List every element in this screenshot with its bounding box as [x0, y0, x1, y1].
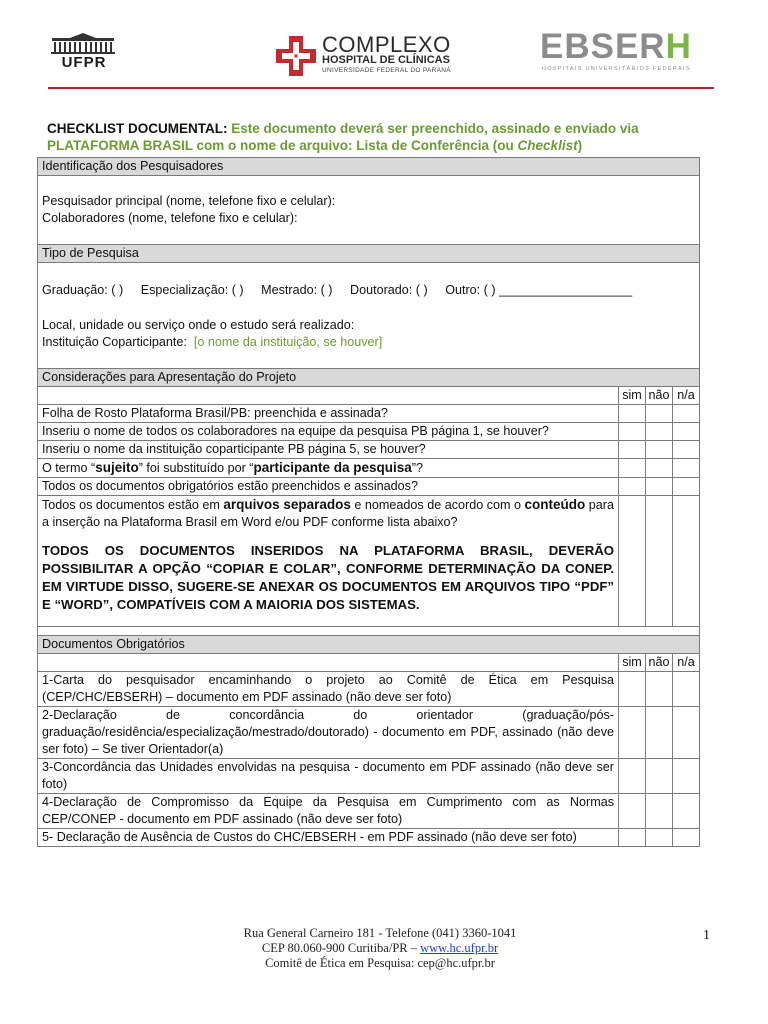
footer-email: Comitê de Ética em Pesquisa: cep@hc.ufpr.br [265, 956, 495, 970]
instituicao-field[interactable]: [o nome da instituição, se houver] [193, 335, 383, 349]
footer-website-link[interactable]: www.hc.ufpr.br [420, 941, 499, 955]
page-footer [160, 926, 600, 971]
chc-title: COMPLEXO [322, 32, 451, 57]
option-outro[interactable]: Outro: ( ) ___________________ [445, 283, 633, 297]
hospital-cross-icon [276, 36, 316, 76]
chc-subtitle: HOSPITAL DE CLÍNICAS [322, 54, 450, 66]
check-na[interactable] [673, 759, 700, 794]
principal-researcher-label: Pesquisador principal (nome, telefone fixo e celular): [42, 194, 336, 208]
check-na[interactable] [673, 459, 700, 478]
check-sim[interactable] [619, 794, 646, 829]
page-number: 1 [703, 928, 710, 943]
checklist-item: Todos os documentos obrigatórios estão preenchidos e assinados? [38, 478, 619, 496]
check-sim[interactable] [619, 829, 646, 847]
instituicao-label: Instituição Coparticipante: [42, 335, 187, 349]
check-nao[interactable] [646, 794, 673, 829]
col-sim: sim [619, 387, 646, 405]
check-nao[interactable] [646, 405, 673, 423]
check-na[interactable] [673, 496, 700, 627]
check-na[interactable] [673, 672, 700, 707]
col-na: n/a [673, 387, 700, 405]
section-heading-mandatory-docs: Documentos Obrigatórios [38, 636, 700, 654]
ebserh-name: EBSERH [540, 27, 692, 66]
check-nao[interactable] [646, 496, 673, 627]
researchers-block [38, 176, 700, 245]
check-sim[interactable] [619, 707, 646, 759]
doc-item: 4-Declaração de Compromisso da Equipe da Pesquisa em Cumprimento com as Normas CEP/CONEP - documento em PDF assinado (não deve ser foto) [38, 794, 619, 829]
local-label: Local, unidade ou serviço onde o estudo será realizado: [42, 318, 355, 332]
ufpr-logo [48, 32, 120, 72]
spacer-row [38, 627, 700, 636]
check-nao[interactable] [646, 423, 673, 441]
check-sim[interactable] [619, 423, 646, 441]
option-mestrado[interactable]: Mestrado: ( ) [261, 283, 333, 297]
check-nao[interactable] [646, 441, 673, 459]
check-na[interactable] [673, 829, 700, 847]
check-sim[interactable] [619, 496, 646, 627]
chc-university: UNIVERSIDADE FEDERAL DO PARANÁ [322, 67, 451, 74]
option-doutorado[interactable]: Doutorado: ( ) [349, 283, 428, 297]
col-nao: não [646, 654, 673, 672]
considerations-header-spacer [38, 387, 619, 405]
check-sim[interactable] [619, 478, 646, 496]
checklist-table [37, 157, 700, 847]
ufpr-label: UFPR [61, 54, 107, 71]
check-nao[interactable] [646, 478, 673, 496]
check-nao[interactable] [646, 829, 673, 847]
check-sim[interactable] [619, 441, 646, 459]
check-sim[interactable] [619, 405, 646, 423]
check-na[interactable] [673, 423, 700, 441]
col-sim: sim [619, 654, 646, 672]
col-nao: não [646, 387, 673, 405]
copy-paste-notice: TODOS OS DOCUMENTOS INSERIDOS NA PLATAFORMA BRASIL, DEVERÃO POSSIBILITAR A OPÇÃO “COPIAR E COLAR”, CONFORME DETERMINAÇÃO DA CONEP. EM VIRTUDE DISSO, SUGERE-SE ANEXAR OS DOCUMENTOS EM ARQUIVOS TIPO “PDF” E “WORD”, COMPATÍVEIS COM A MAIORIA DOS SISTEMAS. [42, 543, 614, 612]
check-na[interactable] [673, 441, 700, 459]
check-na[interactable] [673, 794, 700, 829]
footer-cep: CEP 80.060-900 Curitiba/PR – www.hc.ufpr.br [261, 941, 499, 955]
check-na[interactable] [673, 405, 700, 423]
check-sim[interactable] [619, 759, 646, 794]
doc-item: 5- Declaração de Ausência de Custos do CHC/EBSERH - em PDF assinado (não deve ser foto) [38, 829, 619, 847]
check-na[interactable] [673, 707, 700, 759]
ebserh-logo [540, 27, 716, 75]
document-title: CHECKLIST DOCUMENTAL: Este documento deverá ser preenchido, assinado e enviado via PLATAFORMA BRASIL com o nome de arquivo: Lista de Conferência (ou Checklist) [47, 121, 639, 153]
check-nao[interactable] [646, 672, 673, 707]
section-heading-researchers: Identificação dos Pesquisadores [38, 158, 700, 176]
doc-item: 1-Carta do pesquisador encaminhando o projeto ao Comitê de Ética em Pesquisa (CEP/CHC/EBSERH) – documento em PDF assinado (não deve ser foto) [38, 672, 619, 707]
chc-logo [276, 34, 476, 78]
check-nao[interactable] [646, 707, 673, 759]
section-heading-research-type: Tipo de Pesquisa [38, 245, 700, 263]
header-divider [48, 87, 714, 89]
doc-item: 3-Concordância das Unidades envolvidas na pesquisa - documento em PDF assinado (não deve ser foto) [38, 759, 619, 794]
check-nao[interactable] [646, 759, 673, 794]
checklist-item: Inseriu o nome da instituição coparticipante PB página 5, se houver? [38, 441, 619, 459]
col-na: n/a [673, 654, 700, 672]
ufpr-building-icon [50, 32, 116, 54]
checklist-item: Folha de Rosto Plataforma Brasil/PB: preenchida e assinada? [38, 405, 619, 423]
footer-address: Rua General Carneiro 181 - Telefone (041) 3360-1041 [243, 926, 517, 940]
checklist-item: Inseriu o nome de todos os colaboradores na equipe da pesquisa PB página 1, se houver? [38, 423, 619, 441]
check-nao[interactable] [646, 459, 673, 478]
check-na[interactable] [673, 478, 700, 496]
checklist-item-files: Todos os documentos estão em arquivos separados e nomeados de acordo com o conteúdo para a inserção na Plataforma Brasil em Word e/ou PDF conforme lista abaixo? TODOS OS DOCUMENTOS INSERIDOS NA PLATAFORMA BRASIL, DEVERÃO POSSIBILITAR A OPÇÃO “COPIAR E COLAR”, CONFORME DETERMINAÇÃO DA CONEP. EM VIRTUDE DISSO, SUGERE-SE ANEXAR OS DOCUMENTOS EM ARQUIVOS TIPO “PDF” E “WORD”, COMPATÍVEIS COM A MAIORIA DOS SISTEMAS. [38, 496, 619, 627]
doc-item: 2-Declaração de concordância do orientador (graduação/pós-graduação/residência/especialização/mestrado/doutorado) - documento em PDF, assinado (não deve ser foto) – Se tiver Orientador(a) [38, 707, 619, 759]
ebserh-subtitle: HOSPITAIS UNIVERSITÁRIOS FEDERAIS [542, 66, 691, 72]
checklist-item-termo: O termo “sujeito” foi substituído por “participante da pesquisa”? [38, 459, 619, 478]
option-graduacao[interactable]: Graduação: ( ) [42, 283, 124, 297]
check-sim[interactable] [619, 672, 646, 707]
collaborators-label: Colaboradores (nome, telefone fixo e celular): [42, 211, 298, 225]
docs-header-spacer [38, 654, 619, 672]
research-type-block [38, 263, 700, 369]
option-especializacao[interactable]: Especialização: ( ) [140, 283, 244, 297]
section-heading-considerations: Considerações para Apresentação do Projeto [38, 369, 700, 387]
check-sim[interactable] [619, 459, 646, 478]
